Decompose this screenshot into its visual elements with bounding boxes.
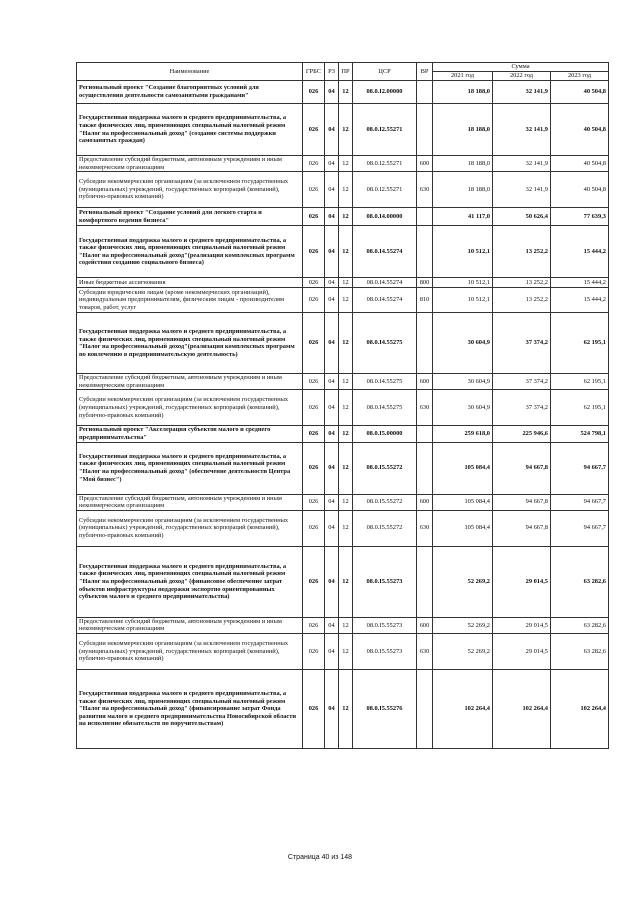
row-2022: 32 141,9 (493, 172, 551, 208)
row-pr: 12 (339, 374, 353, 390)
row-2023: 63 282,6 (551, 633, 609, 669)
row-grbs: 026 (303, 426, 325, 442)
table-row (77, 617, 609, 633)
row-grbs: 026 (303, 442, 325, 494)
table-row (77, 313, 609, 374)
row-2022: 32 141,9 (493, 104, 551, 156)
row-grbs: 026 (303, 278, 325, 288)
row-rz: 04 (325, 208, 339, 226)
row-rz: 04 (325, 390, 339, 426)
row-2021: 102 264,4 (433, 669, 493, 748)
row-pr: 12 (339, 669, 353, 748)
row-pr: 12 (339, 426, 353, 442)
row-pr: 12 (339, 390, 353, 426)
row-csr: 08.0.I4.55275 (353, 374, 417, 390)
row-2022: 37 374,2 (493, 313, 551, 374)
row-rz: 04 (325, 172, 339, 208)
table-row (77, 172, 609, 208)
row-rz: 04 (325, 313, 339, 374)
row-rz: 04 (325, 278, 339, 288)
row-2021: 30 604,9 (433, 390, 493, 426)
row-csr: 08.0.I5.55272 (353, 442, 417, 494)
row-2022: 94 667,8 (493, 442, 551, 494)
row-name: Субсидии некоммерческим организациям (за исключением государственных (муниципальных) учреждений, государственных корпораций (компаний), публично-правовых компаний) (77, 633, 303, 669)
row-pr: 12 (339, 633, 353, 669)
row-grbs: 026 (303, 226, 325, 278)
row-vr: 600 (417, 156, 433, 172)
row-grbs: 026 (303, 288, 325, 313)
row-2023: 40 504,8 (551, 172, 609, 208)
row-2021: 52 269,2 (433, 633, 493, 669)
table-row (77, 104, 609, 156)
row-csr: 08.0.I2.00000 (353, 81, 417, 104)
row-2023: 62 195,1 (551, 374, 609, 390)
row-2022: 29 014,5 (493, 546, 551, 617)
row-2021: 18 188,0 (433, 81, 493, 104)
row-vr: 630 (417, 633, 433, 669)
header-2023: 2023 год (551, 72, 609, 81)
row-rz: 04 (325, 510, 339, 546)
budget-table (76, 62, 609, 749)
header-sum: Сумма (433, 63, 609, 72)
row-2023: 15 444,2 (551, 278, 609, 288)
row-name: Региональный проект "Акселерация субъектов малого и среднего предпринимательства" (77, 426, 303, 442)
row-csr: 08.0.I4.55274 (353, 288, 417, 313)
row-csr: 08.0.I4.55274 (353, 278, 417, 288)
row-2021: 41 117,0 (433, 208, 493, 226)
table-row (77, 208, 609, 226)
row-2022: 225 946,6 (493, 426, 551, 442)
row-vr (417, 104, 433, 156)
row-2021: 18 188,0 (433, 172, 493, 208)
row-2021: 105 084,4 (433, 442, 493, 494)
row-2021: 18 188,0 (433, 104, 493, 156)
row-name: Региональный проект "Создание благоприятных условий для осуществления деятельности самозанятыми гражданами" (77, 81, 303, 104)
row-grbs: 026 (303, 374, 325, 390)
table-row (77, 226, 609, 278)
row-csr: 08.0.I4.55275 (353, 313, 417, 374)
row-grbs: 026 (303, 172, 325, 208)
row-rz: 04 (325, 442, 339, 494)
row-grbs: 026 (303, 104, 325, 156)
row-vr: 630 (417, 510, 433, 546)
row-rz: 04 (325, 426, 339, 442)
row-name: Предоставление субсидий бюджетным, автономным учреждениям и иным некоммерческим организациям (77, 494, 303, 510)
row-rz: 04 (325, 374, 339, 390)
row-name: Субсидии некоммерческим организациям (за исключением государственных (муниципальных) учреждений, государственных корпораций (компаний), публично-правовых компаний) (77, 510, 303, 546)
row-name: Субсидии некоммерческим организациям (за исключением государственных (муниципальных) учреждений, государственных корпораций (компаний), публично-правовых компаний) (77, 172, 303, 208)
row-rz: 04 (325, 104, 339, 156)
row-pr: 12 (339, 494, 353, 510)
row-2023: 15 444,2 (551, 226, 609, 278)
row-csr: 08.0.I5.00000 (353, 426, 417, 442)
row-grbs: 026 (303, 156, 325, 172)
row-vr: 810 (417, 288, 433, 313)
row-pr: 12 (339, 546, 353, 617)
table-row (77, 426, 609, 442)
row-2023: 63 282,6 (551, 617, 609, 633)
header-rz: РЗ (325, 63, 339, 81)
row-2023: 102 264,4 (551, 669, 609, 748)
row-pr: 12 (339, 208, 353, 226)
row-2022: 37 374,2 (493, 390, 551, 426)
row-name: Предоставление субсидий бюджетным, автономным учреждениям и иным некоммерческим организациям (77, 617, 303, 633)
row-2022: 102 264,4 (493, 669, 551, 748)
row-vr (417, 669, 433, 748)
row-name: Государственная поддержка малого и среднего предпринимательства, а также физических лиц, применяющих специальный налоговый режим "Налог на профессиональный доход"(реализация комплексных программ по вовлечению в предпринимательскую деятельность) (77, 313, 303, 374)
row-rz: 04 (325, 81, 339, 104)
row-2022: 13 252,2 (493, 226, 551, 278)
row-grbs: 026 (303, 390, 325, 426)
row-csr: 08.0.I5.55273 (353, 633, 417, 669)
row-csr: 08.0.I2.55271 (353, 172, 417, 208)
row-2023: 94 667,7 (551, 510, 609, 546)
row-grbs: 026 (303, 510, 325, 546)
row-pr: 12 (339, 442, 353, 494)
row-name: Субсидии юридическим лицам (кроме некоммерческих организаций), индивидуальным предпринимателям, физическим лицам - производителям товаров, работ, услуг (77, 288, 303, 313)
row-rz: 04 (325, 617, 339, 633)
row-2023: 63 282,6 (551, 546, 609, 617)
row-2022: 29 014,5 (493, 633, 551, 669)
row-2022: 32 141,9 (493, 156, 551, 172)
table-row (77, 390, 609, 426)
table-row (77, 546, 609, 617)
row-2022: 37 374,2 (493, 374, 551, 390)
table-row (77, 633, 609, 669)
row-name: Субсидии некоммерческим организациям (за исключением государственных (муниципальных) учреждений, государственных корпораций (компаний), публично-правовых компаний) (77, 390, 303, 426)
row-2021: 30 604,9 (433, 313, 493, 374)
table-row (77, 494, 609, 510)
row-rz: 04 (325, 288, 339, 313)
row-rz: 04 (325, 546, 339, 617)
row-pr: 12 (339, 226, 353, 278)
header-pr: ПР (339, 63, 353, 81)
row-name: Предоставление субсидий бюджетным, автономным учреждениям и иным некоммерческим организациям (77, 156, 303, 172)
table-row (77, 374, 609, 390)
row-pr: 12 (339, 617, 353, 633)
row-csr: 08.0.I5.55272 (353, 510, 417, 546)
row-vr: 630 (417, 172, 433, 208)
row-2022: 94 667,8 (493, 494, 551, 510)
table-row (77, 669, 609, 748)
row-2023: 77 639,3 (551, 208, 609, 226)
row-csr: 08.0.I5.55273 (353, 546, 417, 617)
header-csr: ЦСР (353, 63, 417, 81)
row-2021: 30 604,9 (433, 374, 493, 390)
row-2023: 40 504,8 (551, 104, 609, 156)
table-row (77, 156, 609, 172)
row-2022: 50 626,4 (493, 208, 551, 226)
row-2021: 52 269,2 (433, 546, 493, 617)
row-2021: 10 512,1 (433, 288, 493, 313)
row-grbs: 026 (303, 669, 325, 748)
header-2022: 2022 год (493, 72, 551, 81)
row-vr (417, 226, 433, 278)
row-vr: 800 (417, 278, 433, 288)
row-vr (417, 546, 433, 617)
row-vr: 630 (417, 390, 433, 426)
row-2023: 94 667,7 (551, 442, 609, 494)
row-2022: 29 014,5 (493, 617, 551, 633)
header-grbs: ГРБС (303, 63, 325, 81)
row-vr (417, 208, 433, 226)
row-2022: 13 252,2 (493, 288, 551, 313)
row-2021: 259 618,0 (433, 426, 493, 442)
table-row (77, 288, 609, 313)
row-pr: 12 (339, 278, 353, 288)
row-rz: 04 (325, 633, 339, 669)
row-grbs: 026 (303, 313, 325, 374)
header-vr: ВР (417, 63, 433, 81)
row-rz: 04 (325, 669, 339, 748)
table-row (77, 510, 609, 546)
row-rz: 04 (325, 156, 339, 172)
table-row (77, 442, 609, 494)
row-vr (417, 426, 433, 442)
row-name: Государственная поддержка малого и среднего предпринимательства, а также физических лиц, применяющих специальный налоговый режим "Налог на профессиональный доход" (обеспечение деятельности Центра "Мой бизнес") (77, 442, 303, 494)
header-name: Наименование (77, 63, 303, 81)
row-pr: 12 (339, 172, 353, 208)
row-2022: 94 667,8 (493, 510, 551, 546)
row-grbs: 026 (303, 546, 325, 617)
row-csr: 08.0.I2.55271 (353, 104, 417, 156)
row-name: Предоставление субсидий бюджетным, автономным учреждениям и иным некоммерческим организациям (77, 374, 303, 390)
table-row (77, 278, 609, 288)
row-pr: 12 (339, 81, 353, 104)
row-csr: 08.0.I5.55276 (353, 669, 417, 748)
row-csr: 08.0.I2.55271 (353, 156, 417, 172)
row-name: Иные бюджетные ассигнования (77, 278, 303, 288)
row-grbs: 026 (303, 633, 325, 669)
row-vr (417, 313, 433, 374)
row-2022: 13 252,2 (493, 278, 551, 288)
row-name: Государственная поддержка малого и среднего предпринимательства, а также физических лиц, применяющих специальный налоговый режим "Налог на профессиональный доход" (финансовое обеспечение затрат объектов инфраструктуры поддержки экспортно ориентированных субъектов малого и среднего предпринимательства) (77, 546, 303, 617)
row-rz: 04 (325, 494, 339, 510)
row-2023: 40 504,8 (551, 81, 609, 104)
row-pr: 12 (339, 156, 353, 172)
row-name: Государственная поддержка малого и среднего предпринимательства, а также физических лиц, применяющих специальный налоговый режим "Налог на профессиональный доход" (финансирование затрат Фонда развития малого и среднего предпринимательства Новосибирской области на исполнение обязательств по поручительствам) (77, 669, 303, 748)
page-footer: Страница 40 из 148 (287, 854, 353, 861)
row-pr: 12 (339, 313, 353, 374)
row-2022: 32 141,9 (493, 81, 551, 104)
row-pr: 12 (339, 288, 353, 313)
row-2023: 94 667,7 (551, 494, 609, 510)
row-csr: 08.0.I5.55272 (353, 494, 417, 510)
row-vr: 600 (417, 494, 433, 510)
row-grbs: 026 (303, 81, 325, 104)
row-2021: 52 269,2 (433, 617, 493, 633)
row-2021: 10 512,1 (433, 278, 493, 288)
row-name: Региональный проект "Создание условий для легкого старта и комфортного ведения бизнеса" (77, 208, 303, 226)
row-2023: 15 444,2 (551, 288, 609, 313)
row-pr: 12 (339, 510, 353, 546)
row-2021: 18 188,0 (433, 156, 493, 172)
row-name: Государственная поддержка малого и среднего предпринимательства, а также физических лиц, применяющих специальный налоговый режим "Налог на профессиональный доход" (создание системы поддержки самозанятых граждан) (77, 104, 303, 156)
row-pr: 12 (339, 104, 353, 156)
row-csr: 08.0.I4.55274 (353, 226, 417, 278)
row-vr (417, 81, 433, 104)
row-name: Государственная поддержка малого и среднего предпринимательства, а также физических лиц, применяющих специальный налоговый режим "Налог на профессиональный доход"(реализация комплексных программ содействия созданию социального бизнеса) (77, 226, 303, 278)
header-2021: 2021 год (433, 72, 493, 81)
row-2021: 105 084,4 (433, 494, 493, 510)
table-row (77, 81, 609, 104)
row-vr (417, 442, 433, 494)
row-grbs: 026 (303, 494, 325, 510)
row-vr: 600 (417, 374, 433, 390)
row-2021: 105 084,4 (433, 510, 493, 546)
row-grbs: 026 (303, 617, 325, 633)
table-body (77, 81, 609, 749)
row-2023: 40 504,8 (551, 156, 609, 172)
row-csr: 08.0.I4.00000 (353, 208, 417, 226)
row-rz: 04 (325, 226, 339, 278)
row-2023: 62 195,1 (551, 313, 609, 374)
row-2023: 524 798,1 (551, 426, 609, 442)
row-csr: 08.0.I5.55273 (353, 617, 417, 633)
row-grbs: 026 (303, 208, 325, 226)
row-vr: 600 (417, 617, 433, 633)
row-2023: 62 195,1 (551, 390, 609, 426)
row-2021: 10 512,1 (433, 226, 493, 278)
row-csr: 08.0.I4.55275 (353, 390, 417, 426)
